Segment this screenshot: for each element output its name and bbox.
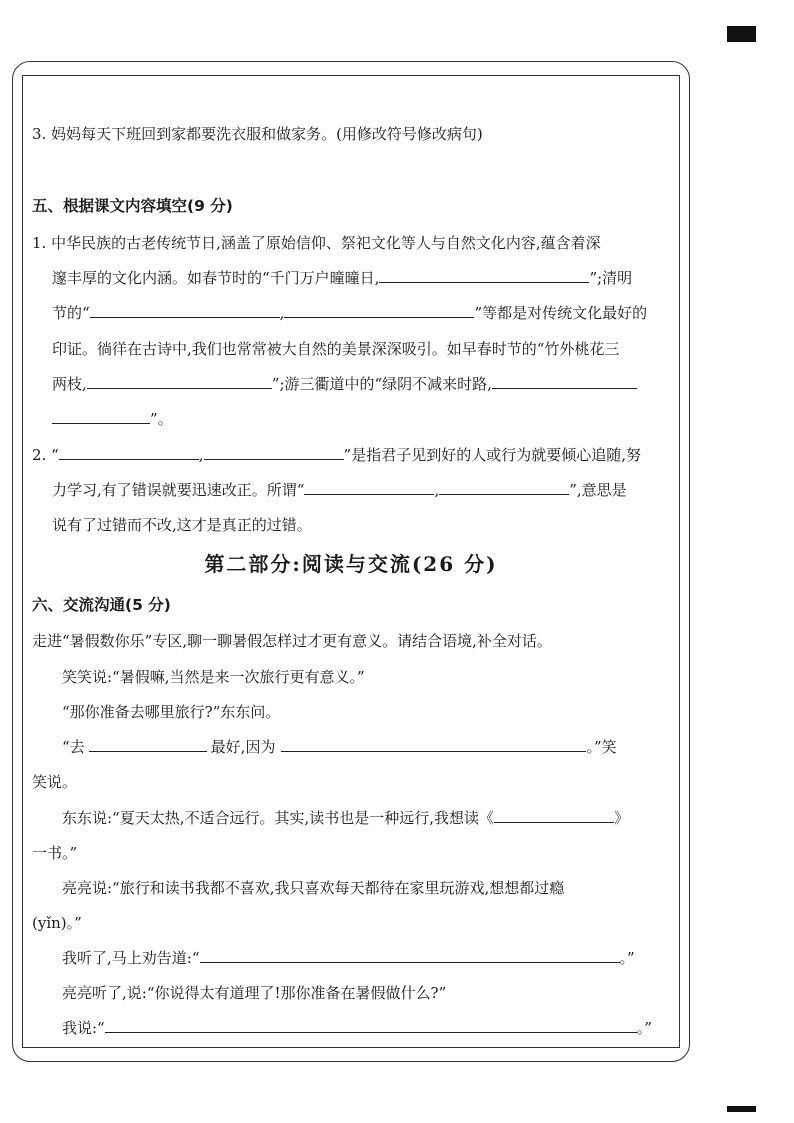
text: ,	[279, 304, 285, 322]
registration-mark-top	[727, 26, 756, 42]
question-5-1-line-5	[52, 374, 637, 394]
dialogue-line-2: “那你准备去哪里旅行?”东东问。	[62, 703, 281, 721]
text: 两枝,	[52, 375, 87, 393]
text: ”是指君子见到好的人或行为就要倾心追随,努	[343, 446, 641, 464]
dialogue-line-3	[62, 737, 617, 757]
answer-blank[interactable]	[281, 737, 586, 752]
text: 东东说:“夏天太热,不适合远行。其实,读书也是一种远行,我想读《	[62, 809, 495, 827]
dialogue-line-5: 亮亮说:“旅行和读书我都不喜欢,我只喜欢每天都待在家里玩游戏,想想都过瘾	[62, 879, 565, 897]
question-5-1-line-3	[52, 303, 647, 323]
question-5-2-line-3: 说有了过错而不改,这才是真正的过错。	[52, 516, 312, 534]
text: 。”	[619, 949, 635, 967]
text: ”,意思是	[569, 481, 627, 499]
text: 我听了,马上劝告道:“	[62, 949, 200, 967]
text: 力学习,有了错误就要迅速改正。所谓“	[52, 481, 305, 499]
question-5-2-line-1	[32, 445, 641, 465]
answer-blank[interactable]	[494, 808, 614, 823]
answer-blank[interactable]	[379, 268, 589, 283]
question-5-1-line-6	[52, 409, 173, 429]
text: 最好,因为	[210, 738, 276, 756]
text: 我说:“	[62, 1019, 105, 1037]
text: ,	[434, 481, 440, 499]
answer-blank[interactable]	[59, 445, 199, 460]
dialogue-line-7: 亮亮听了,说:“你说得太有道理了!那你准备在暑假做什么?”	[62, 984, 447, 1002]
dialogue-line-5-cont: (yǐn)。”	[32, 914, 82, 932]
question-5-1-line-4: 印证。徜徉在古诗中,我们也常常被大自然的美景深深吸引。如早春时节的“竹外桃花三	[52, 340, 620, 358]
answer-blank[interactable]	[204, 445, 344, 460]
text: 》	[614, 809, 630, 827]
text: ”;清明	[589, 269, 633, 287]
text: 邃丰厚的文化内涵。如春节时的“千门万户曈曈日,	[52, 269, 380, 287]
part-2-title: 第二部分:阅读与交流(26 分)	[204, 552, 498, 576]
text: “去	[62, 738, 85, 756]
dialogue-line-4-cont: 一书。”	[32, 844, 78, 862]
answer-blank[interactable]	[284, 303, 474, 318]
question-5-1-line-1: 1. 中华民族的古老传统节日,涵盖了原始信仰、祭祀文化等人与自然文化内容,蕴含着深	[32, 234, 601, 252]
text: 。”笑	[586, 738, 617, 756]
dialogue-line-6	[62, 948, 635, 968]
section-6-intro: 走进“暑假数你乐”专区,聊一聊暑假怎样过才更有意义。请结合语境,补全对话。	[32, 632, 552, 650]
dialogue-line-1: 笑笑说:“暑假嘛,当然是来一次旅行更有意义。”	[62, 668, 365, 686]
dialogue-line-4	[62, 808, 629, 828]
answer-blank[interactable]	[200, 948, 620, 963]
answer-blank[interactable]	[105, 1018, 637, 1033]
answer-blank[interactable]	[439, 480, 569, 495]
text: 。”	[636, 1019, 652, 1037]
section-5-heading: 五、根据课文内容填空(9 分)	[32, 197, 233, 215]
answer-blank[interactable]	[304, 480, 434, 495]
answer-blank[interactable]	[492, 374, 637, 389]
text: ,	[198, 446, 204, 464]
text: ”;游三衢道中的“绿阴不减来时路,	[271, 375, 492, 393]
text: ”等都是对传统文化最好的	[474, 304, 648, 322]
section-6-heading: 六、交流沟通(5 分)	[32, 596, 171, 614]
answer-blank[interactable]	[52, 409, 150, 424]
question-5-2-line-2	[52, 480, 627, 500]
text: ”。	[150, 410, 173, 428]
answer-blank[interactable]	[90, 303, 280, 318]
question-4-3: 3. 妈妈每天下班回到家都要洗衣服和做家务。(用修改符号修改病句)	[32, 125, 483, 143]
answer-blank[interactable]	[87, 374, 272, 389]
answer-blank[interactable]	[89, 737, 207, 752]
text: 节的“	[52, 304, 90, 322]
dialogue-line-8	[62, 1018, 652, 1038]
text: 2. “	[32, 446, 59, 464]
question-5-1-line-2	[52, 268, 632, 288]
registration-mark-bottom	[727, 1106, 756, 1112]
dialogue-line-3-cont: 笑说。	[32, 773, 78, 791]
